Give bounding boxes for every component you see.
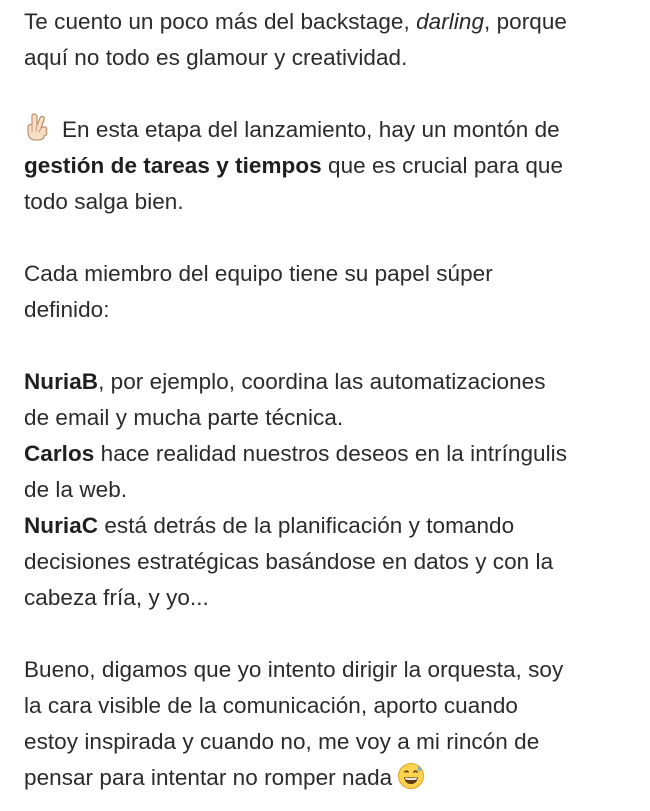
paragraph-team: [24, 256, 634, 328]
member-name-nuriac: NuriaC: [24, 513, 99, 538]
text-span: que es crucial para que: [321, 153, 564, 178]
text-line: la cara visible de la comunicación, aporto cuando: [24, 693, 518, 718]
paragraph-spacer: [24, 616, 634, 652]
text-line: [24, 760, 634, 796]
member-name-carlos: Carlos: [24, 441, 95, 466]
text-line: [24, 508, 634, 544]
post-body: [24, 4, 634, 796]
text-line: definido:: [24, 297, 110, 322]
text-line: aquí no todo es glamour y creatividad.: [24, 45, 408, 70]
text-line: [24, 4, 634, 40]
text-line: decisiones estratégicas basándose en datos y con la: [24, 549, 554, 574]
text-span: , por ejemplo, coordina las automatizaciones: [98, 369, 546, 394]
text-line: Cada miembro del equipo tiene su papel súper: [24, 261, 493, 286]
text-line: de la web.: [24, 477, 128, 502]
text-span: Te cuento un poco más del backstage,: [24, 9, 417, 34]
text-span: En esta etapa del lanzamiento, hay un montón de: [62, 117, 560, 142]
text-line: cabeza fría, y yo...: [24, 585, 209, 610]
paragraph-roles: [24, 364, 634, 616]
paragraph-spacer: [24, 328, 634, 364]
paragraph-intro: [24, 4, 634, 76]
text-line: [24, 436, 634, 472]
paragraph-spacer: [24, 76, 634, 112]
text-line: [24, 364, 634, 400]
text-line: Bueno, digamos que yo intento dirigir la orquesta, soy: [24, 657, 564, 682]
member-name-nuriab: NuriaB: [24, 369, 99, 394]
paragraph-tasks: [24, 112, 634, 220]
text-line: [24, 148, 634, 184]
text-line: [24, 112, 634, 148]
text-span: hace realidad nuestros deseos en la intríngulis: [94, 441, 568, 466]
text-line: estoy inspirada y cuando no, me voy a mi rincón de: [24, 729, 540, 754]
paragraph-spacer: [24, 220, 634, 256]
emphasis-darling: darling: [416, 9, 485, 34]
crossed-fingers-icon: [24, 112, 50, 142]
grinning-sweat-icon: [397, 762, 425, 790]
paragraph-closing: [24, 652, 634, 796]
text-span: está detrás de la planificación y tomando: [98, 513, 515, 538]
text-span: , porque: [484, 9, 567, 34]
text-line: de email y mucha parte técnica.: [24, 405, 344, 430]
text-span: pensar para intentar no romper nada: [24, 765, 393, 790]
text-line: todo salga bien.: [24, 189, 184, 214]
bold-task-management: gestión de tareas y tiempos: [24, 153, 322, 178]
